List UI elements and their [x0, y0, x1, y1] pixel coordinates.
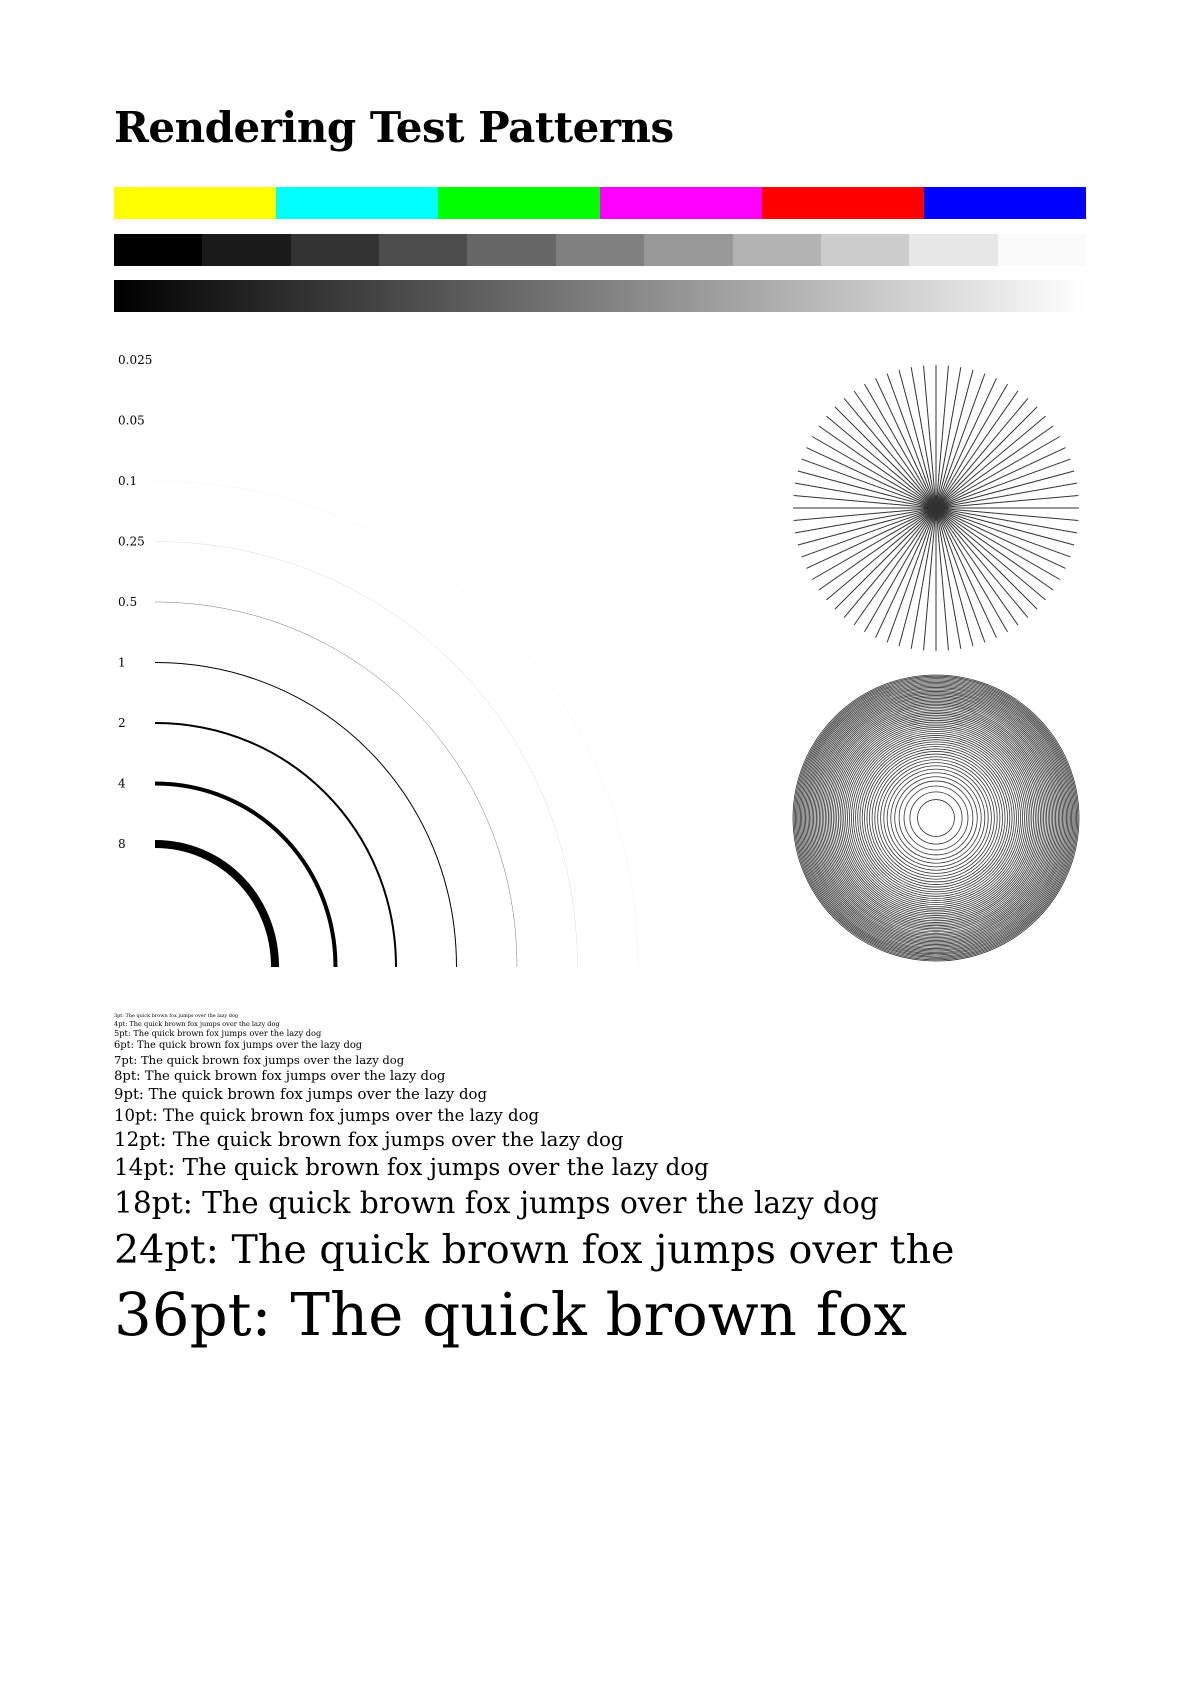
- color-swatch: [924, 187, 1086, 219]
- concentric-ring: [846, 728, 1027, 909]
- concentric-ring: [869, 751, 1002, 884]
- text-sample-9pt: 9pt: The quick brown fox jumps over the lazy dog: [114, 1085, 487, 1104]
- text-sample-18pt: 18pt: The quick brown fox jumps over the lazy dog: [114, 1186, 879, 1222]
- starburst-spoke: [936, 448, 1066, 508]
- line-test-area: [0, 330, 1191, 980]
- concentric-ring: [847, 729, 1024, 906]
- line-width-arcs: [118, 353, 759, 967]
- starburst-spoke: [806, 508, 936, 568]
- gray-swatch: [644, 234, 732, 266]
- concentric-ring: [904, 786, 968, 850]
- gray-step-bars: [114, 234, 1086, 266]
- concentric-ring: [844, 726, 1029, 911]
- starburst-spoke: [936, 508, 1066, 568]
- gray-swatch: [821, 234, 909, 266]
- text-sample-24pt: 24pt: The quick brown fox jumps over the: [114, 1226, 955, 1273]
- text-sample-10pt: 10pt: The quick brown fox jumps over the lazy dog: [114, 1106, 540, 1126]
- color-swatch: [762, 187, 924, 219]
- line-width-arc: [155, 784, 336, 968]
- text-sample-14pt: 14pt: The quick brown fox jumps over the lazy dog: [114, 1155, 709, 1182]
- line-width-arc: [155, 602, 517, 967]
- starburst-spoke: [936, 508, 996, 638]
- gray-swatch: [998, 234, 1086, 266]
- concentric-ring: [835, 717, 1037, 919]
- concentric-ring: [865, 747, 1008, 890]
- starburst-spoke: [876, 378, 936, 508]
- line-width-label: 0.025: [118, 353, 153, 367]
- line-width-label: 2: [118, 716, 126, 730]
- page-title: Rendering Test Patterns: [114, 103, 674, 152]
- color-swatch: [438, 187, 600, 219]
- color-bars: [114, 187, 1086, 219]
- gray-gradient-bar: [114, 280, 1086, 312]
- line-width-label: 0.1: [118, 474, 138, 488]
- line-width-arc: [155, 844, 275, 967]
- text-sample-3pt: 3pt: The quick brown fox jumps over the lazy dog: [114, 1013, 239, 1019]
- text-sample-8pt: 8pt: The quick brown fox jumps over the lazy dog: [114, 1068, 446, 1084]
- concentric-ring: [833, 715, 1039, 921]
- concentric-ring: [858, 740, 1015, 897]
- gray-swatch: [909, 234, 997, 266]
- line-width-arc: [155, 421, 699, 968]
- concentric-ring: [867, 749, 1005, 887]
- line-width-arc: [155, 542, 578, 968]
- line-width-label: 8: [118, 837, 126, 851]
- concentric-ring: [840, 722, 1032, 914]
- line-width-label: 0.5: [118, 595, 138, 609]
- concentric-ring: [881, 763, 992, 874]
- gray-swatch: [114, 234, 202, 266]
- color-swatch: [276, 187, 438, 219]
- text-sample-5pt: 5pt: The quick brown fox jumps over the lazy dog: [114, 1028, 322, 1039]
- concentric-ring: [856, 738, 1017, 899]
- concentric-ring: [872, 754, 1000, 882]
- line-width-label: 4: [118, 776, 126, 791]
- starburst-spoke: [876, 508, 936, 638]
- line-width-arc: [155, 360, 759, 967]
- line-width-arc: [155, 723, 396, 967]
- text-sample-6pt: 6pt: The quick brown fox jumps over the lazy dog: [114, 1040, 363, 1052]
- text-sample-12pt: 12pt: The quick brown fox jumps over the lazy dog: [114, 1128, 624, 1152]
- concentric-ring: [878, 760, 995, 877]
- line-width-label: 1: [118, 655, 126, 670]
- text-sample-7pt: 7pt: The quick brown fox jumps over the lazy dog: [114, 1052, 405, 1067]
- text-sample-4pt: 4pt: The quick brown fox jumps over the lazy dog: [114, 1019, 280, 1028]
- concentric-ring: [895, 777, 978, 860]
- line-width-label: 0.25: [118, 534, 145, 549]
- gray-swatch: [733, 234, 821, 266]
- gray-swatch: [467, 234, 555, 266]
- gray-swatch: [291, 234, 379, 266]
- concentric-ring: [918, 800, 955, 837]
- concentric-ring: [887, 769, 985, 867]
- concentric-ring: [853, 735, 1018, 900]
- gray-swatch: [556, 234, 644, 266]
- line-width-arc: [155, 663, 457, 968]
- concentric-ring: [849, 731, 1022, 904]
- gray-swatch: [379, 234, 467, 266]
- starburst-spoke: [806, 448, 936, 508]
- concentric-ring: [851, 733, 1020, 902]
- text-sample-36pt: 36pt: The quick brown fox: [114, 1281, 907, 1351]
- gray-swatch: [202, 234, 290, 266]
- concentric-ring: [837, 719, 1036, 918]
- starburst-spoke: [936, 378, 996, 508]
- line-width-label: 0.05: [118, 413, 145, 428]
- concentric-ring: [838, 720, 1033, 915]
- color-swatch: [600, 187, 762, 219]
- concentric-ring: [842, 724, 1030, 912]
- color-swatch: [114, 187, 276, 219]
- concentric-ring: [832, 714, 1041, 923]
- concentric-ring: [860, 742, 1012, 894]
- text-size-samples: [114, 1013, 954, 1355]
- line-width-arc: [155, 481, 638, 967]
- concentric-ring: [875, 757, 997, 879]
- concentric-ring: [862, 744, 1010, 892]
- concentric-ring: [828, 710, 1043, 925]
- concentric-rings-pattern: [793, 675, 1079, 961]
- concentric-ring: [825, 707, 1047, 929]
- starburst-pattern: [793, 365, 1079, 651]
